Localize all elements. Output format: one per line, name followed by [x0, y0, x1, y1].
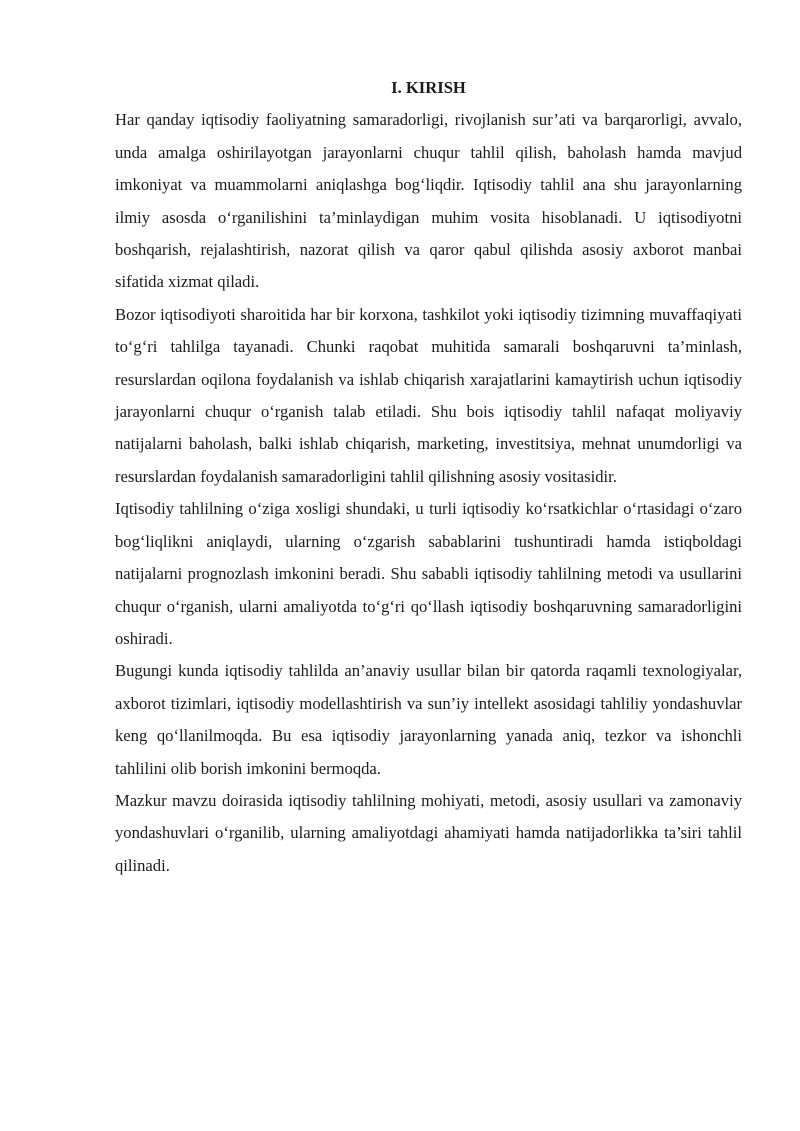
paragraph-3: Iqtisodiy tahlilning o‘ziga xosligi shundaki, u turli iqtisodiy ko‘rsatkichlar o‘rtasidagi o‘zaro bog‘liqlikni aniqlaydi, ularning o‘zgarish sabablarini tushuntiradi hamda istiqboldagi natijalarni prognozlash imkonini beradi. Shu sababli iqtisodiy tahlilning metodi va usullarini chuqur o‘rganish, ularni amaliyotda to‘g‘ri qo‘llash iqtisodiy boshqaruvning samaradorligini oshiradi.	[115, 499, 742, 648]
section-title: I. KIRISH	[391, 78, 466, 97]
paragraph-4: Bugungi kunda iqtisodiy tahlilda an’anaviy usullar bilan bir qatorda raqamli texnologiyalar, axborot tizimlari, iqtisodiy modellashtirish va sun’iy intellekt asosidagi tahliliy yondashuvlar keng qo‘llanilmoqda. Bu esa iqtisodiy jarayonlarning yanada aniq, tezkor va ishonchli tahlilini olib borish imkonini bermoqda.	[115, 661, 742, 778]
paragraph-1: Har qanday iqtisodiy faoliyatning samaradorligi, rivojlanish sur’ati va barqarorligi, avvalo, unda amalga oshirilayotgan jarayonlarni chuqur tahlil qilish, baholash hamda mavjud imkoniyat va muammolarni aniqlashga bog‘liqdir. Iqtisodiy tahlil ana shu jarayonlarning ilmiy asosda o‘rganilishini ta’minlaydigan muhim vosita hisoblanadi. U iqtisodiyotni boshqarish, rejalashtirish, nazorat qilish va qaror qabul qilishda asosiy axborot manbai sifatida xizmat qiladi.	[115, 110, 742, 292]
document-body	[115, 72, 742, 882]
paragraph-2: Bozor iqtisodiyoti sharoitida har bir korxona, tashkilot yoki iqtisodiy tizimning muvaffaqiyati to‘g‘ri tahlilga tayanadi. Chunki raqobat muhitida samarali boshqaruvni ta’minlash, resurslardan oqilona foydalanish va ishlab chiqarish xarajatlarini kamaytirish uchun iqtisodiy jarayonlarni chuqur o‘rganish talab etiladi. Shu bois iqtisodiy tahlil nafaqat moliyaviy natijalarni baholash, balki ishlab chiqarish, marketing, investitsiya, mehnat unumdorligi va resurslardan foydalanish samaradorligini tahlil qilishning asosiy vositasidir.	[115, 304, 742, 486]
paragraph-5: Mazkur mavzu doirasida iqtisodiy tahlilning mohiyati, metodi, asosiy usullari va zamonaviy yondashuvlari o‘rganilib, ularning amaliyotdagi ahamiyati hamda natijadorlikka ta’siri tahlil qilinadi.	[115, 790, 742, 875]
